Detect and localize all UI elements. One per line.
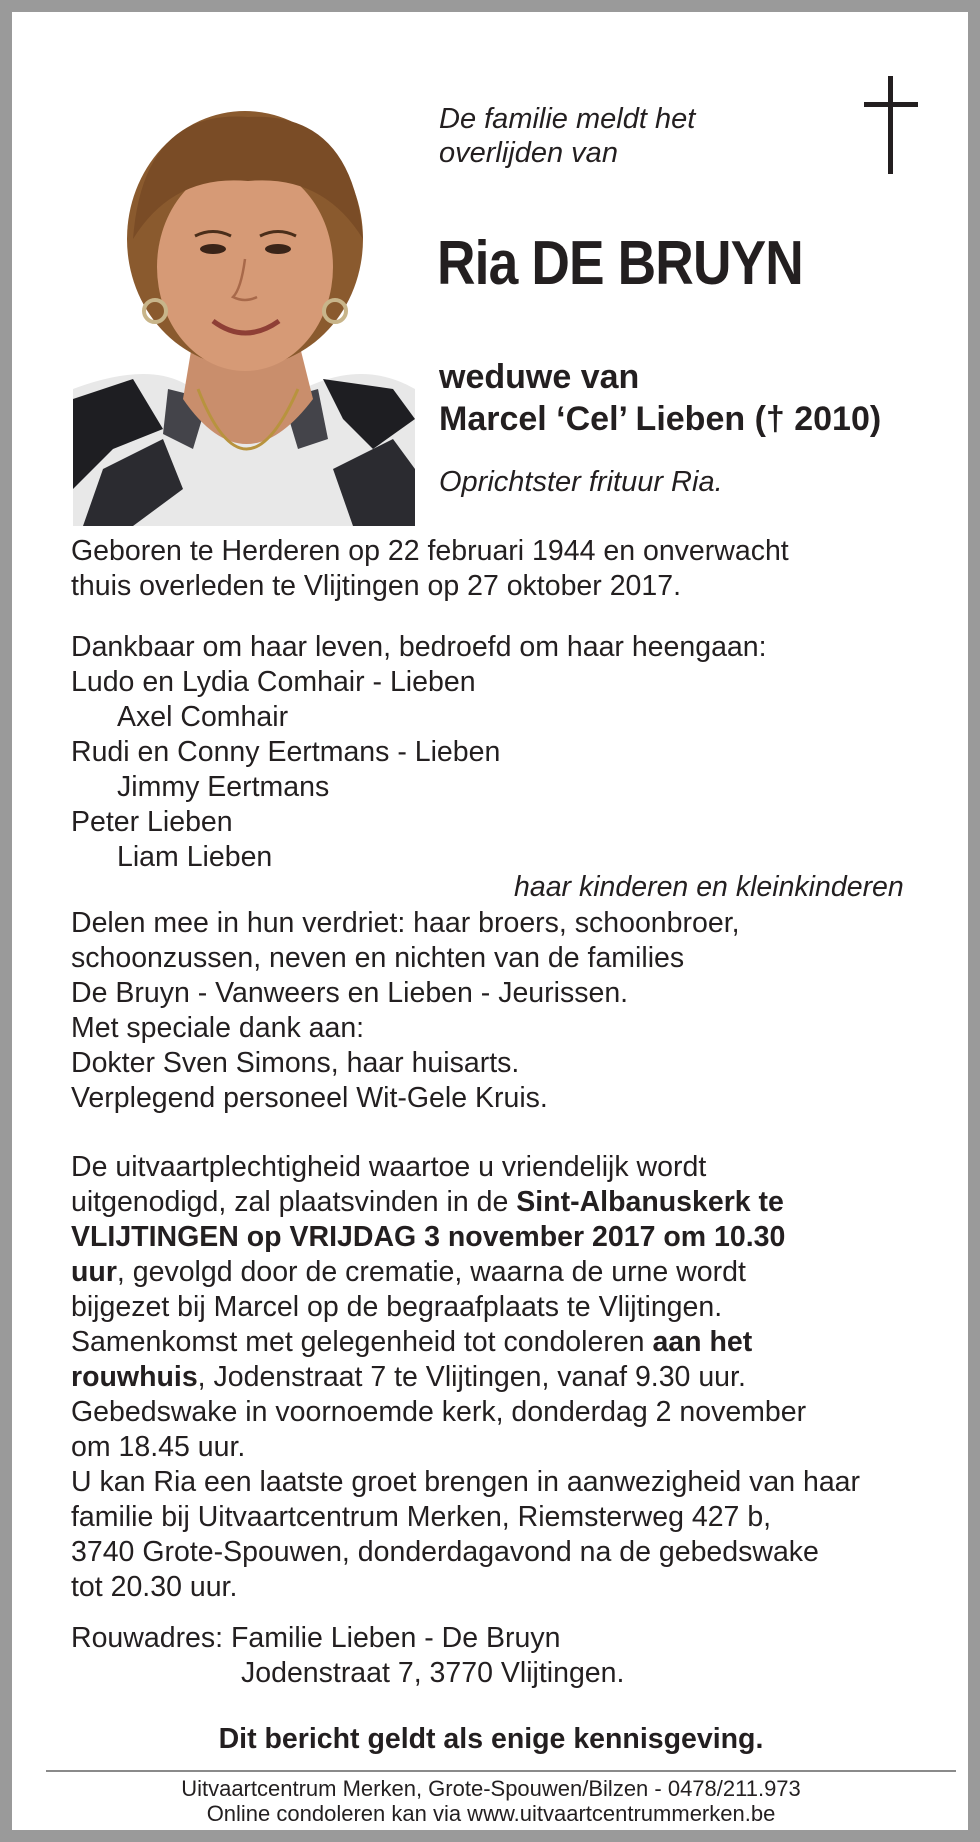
obituary-card xyxy=(26,26,954,1826)
birth-line-1: Geboren te Herderen op 22 februari 1944 en onverwacht xyxy=(71,535,789,567)
footer-divider xyxy=(46,1770,956,1772)
ceremony-text: uitgenodigd, zal plaatsvinden in de xyxy=(71,1186,517,1218)
ceremony-section xyxy=(71,1150,860,1605)
family-list xyxy=(71,630,767,875)
ceremony-text: Samenkomst met gelegenheid tot condoleren xyxy=(71,1326,653,1358)
ceremony-line: Gebedswake in voornoemde kerk, donderdag 2 november xyxy=(71,1396,807,1428)
family-member: Rudi en Conny Eertmans - Lieben xyxy=(71,736,501,768)
ceremony-line: U kan Ria een laatste groet brengen in aanwezigheid van haar xyxy=(71,1466,861,1498)
birth-line-2: thuis overleden te Vlijtingen op 27 oktober 2017. xyxy=(71,570,682,602)
footer xyxy=(26,1776,956,1826)
deceased-name: Ria DE BRUYN xyxy=(437,229,803,298)
share-line: Verplegend personeel Wit-Gele Kruis. xyxy=(71,1082,548,1114)
ceremony-line: familie bij Uitvaartcentrum Merken, Riemsterweg 427 b, xyxy=(71,1501,772,1533)
intro-line-2: overlijden van xyxy=(439,137,618,169)
intro-text xyxy=(439,102,695,170)
share-line: De Bruyn - Vanweers en Lieben - Jeurissen. xyxy=(71,977,629,1009)
ceremony-line: bijgezet bij Marcel op de begraafplaats te Vlijtingen. xyxy=(71,1291,723,1323)
ceremony-line xyxy=(71,1185,860,1220)
share-line: Met speciale dank aan: xyxy=(71,1012,365,1044)
family-member: Peter Lieben xyxy=(71,806,233,838)
widow-info xyxy=(439,356,881,440)
ceremony-date: VLIJTINGEN op VRIJDAG 3 november 2017 om 10.30 xyxy=(71,1221,786,1253)
ceremony-line: tot 20.30 uur. xyxy=(71,1571,238,1603)
family-member: Axel Comhair xyxy=(117,701,289,733)
birth-info xyxy=(71,534,789,604)
family-member: Liam Lieben xyxy=(117,841,273,873)
ceremony-line xyxy=(71,1255,860,1290)
share-grief-section xyxy=(71,906,740,1116)
share-line: Dokter Sven Simons, haar huisarts. xyxy=(71,1047,520,1079)
widow-line-1: weduwe van xyxy=(439,358,640,396)
family-signature: haar kinderen en kleinkinderen xyxy=(514,871,904,903)
address-line-2: Jodenstraat 7, 3770 Vlijtingen. xyxy=(241,1657,625,1689)
family-heading: Dankbaar om haar leven, bedroefd om haar heengaan: xyxy=(71,631,767,663)
ceremony-line: om 18.45 uur. xyxy=(71,1431,246,1463)
ceremony-line xyxy=(71,1325,860,1360)
page-frame xyxy=(12,12,968,1830)
condolence-location: aan het xyxy=(652,1326,753,1358)
widow-line-2: Marcel ‘Cel’ Lieben († 2010) xyxy=(439,400,882,438)
founder-note: Oprichtster frituur Ria. xyxy=(439,466,723,498)
cross-icon xyxy=(864,76,918,174)
mourning-address xyxy=(71,1621,624,1691)
condolence-location-end: rouwhuis xyxy=(71,1361,198,1393)
address-line-1: Rouwadres: Familie Lieben - De Bruyn xyxy=(71,1622,561,1654)
church-name: Sint-Albanuskerk te xyxy=(516,1186,784,1218)
ceremony-line: 3740 Grote-Spouwen, donderdagavond na de gebedswake xyxy=(71,1536,819,1568)
portrait-photo xyxy=(73,89,415,526)
ceremony-time-end: uur xyxy=(71,1256,117,1288)
family-member: Jimmy Eertmans xyxy=(117,771,330,803)
footer-line-1: Uitvaartcentrum Merken, Grote-Spouwen/Bilzen - 0478/211.973 xyxy=(181,1776,801,1801)
ceremony-line xyxy=(71,1360,860,1395)
footer-line-2: Online condoleren kan via www.uitvaartcentrummerken.be xyxy=(206,1801,776,1826)
ceremony-line: De uitvaartplechtigheid waartoe u vriendelijk wordt xyxy=(71,1151,707,1183)
ceremony-text: , Jodenstraat 7 te Vlijtingen, vanaf 9.30 uur. xyxy=(197,1361,746,1393)
portrait-illustration xyxy=(73,89,415,526)
ceremony-text: , gevolgd door de crematie, waarna de urne wordt xyxy=(116,1256,746,1288)
share-line: Delen mee in hun verdriet: haar broers, schoonbroer, xyxy=(71,907,740,939)
notice-text: Dit bericht geldt als enige kennisgeving. xyxy=(218,1723,764,1755)
family-member: Ludo en Lydia Comhair - Lieben xyxy=(71,666,476,698)
share-line: schoonzussen, neven en nichten van de families xyxy=(71,942,685,974)
intro-line-1: De familie meldt het xyxy=(439,103,696,135)
